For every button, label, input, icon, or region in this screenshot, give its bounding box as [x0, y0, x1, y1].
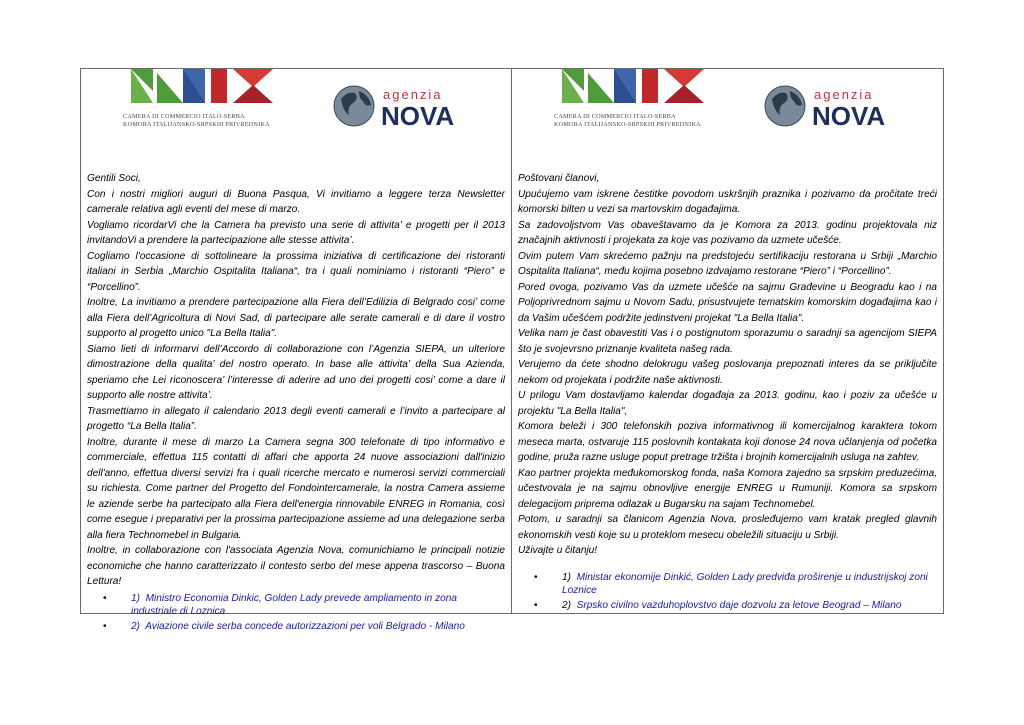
paragraph: Velika nam je čast obavestiti Vas i o postignutom sporazumu o saradnji sa agencijom SIEPA što je svojevrsno priznanje kvaliteta našeg rada.	[518, 328, 937, 355]
news-link[interactable]	[518, 599, 937, 612]
news-number: 1)	[131, 592, 140, 604]
paragraph: Con i nostri migliori auguri di Buona Pasqua, Vi invitiamo a leggere terza Newsletter camerale relativa agli eventi del mese di marzo.	[87, 188, 505, 215]
paragraph: Inoltre, La invitiamo a prendere partecipazione alla Fiera dell’Edilizia di Belgrado cosi’ come alla Fiera dell’Agricoltura di Novi Sad, di partecipare alle serate camerali e di dare il vostro supporto al progetto unico "La Bella Italia".	[87, 297, 505, 339]
news-title[interactable]: Ministar ekonomije Dinkić, Golden Lady predviđa proširenje u industrijskoj zoni Loznice	[562, 571, 928, 596]
news-number: 2)	[562, 599, 571, 611]
paragraph: Vogliamo ricordarVi che la Camera ha previsto una serie di attivita’ e progetti per il 2013 invitandoVi a prendere la partecipazione alle stesse attivita’.	[87, 219, 505, 246]
news-title[interactable]: Srpsko civilno vazduhoplovstvo daje dozvolu za letove Beograd – Milano	[576, 599, 902, 611]
news-title[interactable]: Aviazione civile serba concede autorizzazioni per voli Belgrado - Milano	[145, 620, 465, 632]
paragraph: Kao partner projekta međukomorskog fonda, naša Komora zajedno sa srpskim preduzećima, učestvovala je na sajmu obnovljive energije ENREG u Rumuniji. Komora sa srpskom delegacijom priprema odlazak u Bugarsku na sajam Technomebel.	[518, 467, 937, 510]
paragraph: Gentili Soci,	[87, 173, 141, 184]
bullet-icon: •	[534, 571, 538, 583]
logo-header	[87, 69, 505, 169]
nova-bottom-text: NOVA	[381, 101, 455, 131]
bullet-icon: •	[534, 599, 538, 611]
agenzia-nova-logo	[764, 81, 934, 131]
paragraph: Pored ovoga, pozivamo Vas da uzmete učešće na sajmu Građevine u Beogradu kao i na Poljoprivrednom sajmu u Novom Sadu, prisustvujete tematskim komorskim događajima kao i da Vašim učešćem podržite jedinstveni projekat "La Bella Italia".	[518, 281, 937, 324]
kis-caption-line1: CAMERA DI COMMERCIO ITALO-SERBA	[554, 113, 676, 120]
news-list	[518, 571, 937, 612]
paragraph: Poštovani članovi,	[518, 173, 600, 184]
paragraph: U prilogu Vam dostavljamo kalendar događaja za 2013. godinu, kao i poziv za učešće u projektu "La Bella Italia",	[518, 390, 937, 417]
news-number: 1)	[562, 571, 571, 583]
agenzia-nova-logo	[333, 81, 503, 131]
news-number: 2)	[131, 620, 140, 632]
serbian-body	[518, 171, 937, 614]
nova-top-text: agenzia	[383, 87, 443, 102]
paragraph: Ovim putem Vam skrećemo pažnju na predstojeću sertifikaciju restorana u Srbiji „Marchio Ospitalita Italiana“, među kojima posebno izdvajamo restorane “Piero” i “Porcellino”.	[518, 250, 937, 277]
newsletter-frame	[80, 68, 944, 632]
nova-bottom-text: NOVA	[812, 101, 886, 131]
news-link[interactable]	[87, 592, 505, 618]
kis-caption-line2: KOMORA ITALIJANSKO-SRPSKIH PRIVREDNIKA	[554, 121, 701, 128]
kis-caption-line2: KOMORA ITALIJANSKO-SRPSKIH PRIVREDNIKA	[123, 121, 270, 128]
paragraph: Sa zadovoljstvom Vas obaveštavamo da je Komora za 2013. godinu projektovala niz značajnih aktivnosti i projekata za koje vas pozivamo da uzmete učešće.	[518, 219, 937, 246]
kis-caption-line1: CAMERA DI COMMERCIO ITALO-SERBA	[123, 113, 245, 120]
paragraph: Trasmettiamo in allegato il calendario 2013 degli eventi camerali e l’invito a partecipare al progetto “La Bella Italia”.	[87, 405, 505, 432]
kis-caption	[123, 113, 283, 129]
logo-header	[518, 69, 937, 169]
nova-top-text: agenzia	[814, 87, 874, 102]
bullet-icon: •	[103, 620, 107, 632]
paragraph: Inoltre, durante il mese di marzo La Camera segna 300 telefonate di tipo informativo e commerciale, effettua 115 contatti di affari che apporta 24 nuove associazioni dall'inizio dell'anno, effettua diversi servizi fra i quali ricerche mercato e numerosi servizi commerciali su richiesta. Come partner del Progetto del Fondointercamerale, la nostra Camera assieme le aziende serbe ha partecipato alla Fiera dell'energia rinnovabile ENREG in Romania, così come esegue i preparativi per la prossima partecipazione assieme ad una delegazione serba alla fiera Technomebel in Bulgaria.	[87, 436, 505, 541]
news-list	[87, 592, 505, 633]
paragraph: Potom, u saradnji sa članicom Agenzia Nova, prosleđujemo vam kratak pregled glavnih ekonomskih vesti koje su u proteklom mesecu obeležili situaciju u Srbiji.	[518, 514, 937, 541]
news-link[interactable]	[87, 620, 505, 633]
paragraph: Komora beleži i 300 telefonskih poziva informativnog ili komercijalnog karaktera tokom meseca marta, ostvaruje 115 poslovnih kontakata koji donose 24 nova učlanjenja od početka godine, pruža razne usluge poput pretrage tržišta i brojnih komercijalnih usluga na zahtev.	[518, 421, 937, 463]
news-link[interactable]	[518, 571, 937, 597]
italian-column	[81, 69, 512, 632]
paragraph: Inoltre, in collaborazione con l'associata Agenzia Nova, comunichiamo le principali notizie economiche che hanno caratterizzato il contesto serbo del mese appena trascorso – Buona Lettura!	[87, 545, 505, 587]
kis-caption	[554, 113, 714, 129]
paragraph: Cogliamo l'occasione di sottolineare la prossima iniziativa di certificazione dei ristoranti italiani in Serbia „Marchio Ospitalita Italiana“, tra i quali nominiamo i ristoranti “Piero” e “Porcellino”.	[87, 250, 505, 293]
paragraph: Uživajte u čitanju!	[518, 545, 598, 556]
bullet-icon: •	[103, 592, 107, 604]
paragraph: Upućujemo vam iskrene čestitke povodom uskršnjih praznika i pozivamo da pročitate treći komorski bilten u vezi sa martovskim događajima.	[518, 188, 937, 215]
italian-body	[87, 171, 505, 635]
paragraph: Verujemo da ćete shodno delokrugu vašeg poslovanja prepoznati interes da se priključite nekom od projekata i podržite naše aktivnosti.	[518, 359, 937, 386]
news-title[interactable]: Ministro Economia Dinkic, Golden Lady prevede ampliamento in zona industriale di Loznica	[131, 592, 457, 617]
paragraph: Siamo lieti di informarvi dell’Accordo di collaborazione con l’Agenzia SIEPA, un ulteriore dimostrazione della qualita’ del nostro operato. In base alle attivita’ della Sua Azienda, speriamo che Lei riconoscera’ l’interesse di aderire ad uno dei progetti cosi’ come a dare il supporto alle nostre attivita’.	[87, 343, 505, 401]
serbian-column	[512, 69, 943, 613]
